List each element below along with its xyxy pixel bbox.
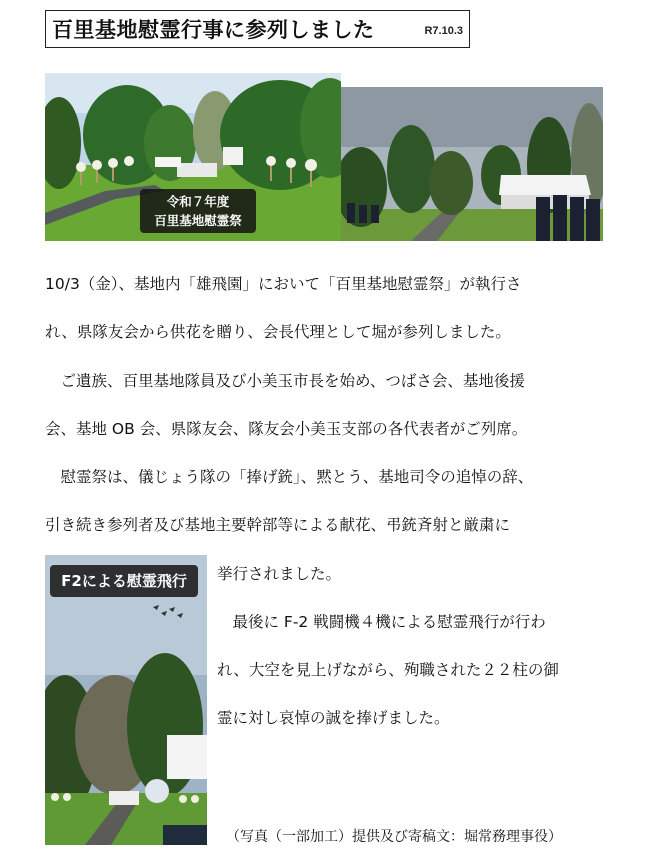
f2-flyover-image — [45, 555, 207, 845]
ceremony-formation-image — [341, 87, 603, 241]
caption-line-2: 百里基地慰霊祭 — [154, 213, 242, 228]
body-line-5: 慰霊祭は、儀じょう隊の「捧げ銃」、黙とう、基地司令の追悼の辞、 — [45, 468, 534, 486]
photo-credit: （写真（一部加工）提供及び寄稿文：堀常務理事役） — [226, 829, 562, 845]
body-line-8: 最後に F-2 戦闘機４機による慰霊飛行が行わ — [217, 613, 546, 631]
body-line-9: れ、大空を見上げながら、殉職された２２柱の御 — [217, 661, 559, 679]
f2-flyover-caption: F2による慰霊飛行 — [50, 565, 198, 597]
page-title-box — [45, 10, 470, 48]
photo-ceremony-formation — [341, 87, 603, 241]
body-line-7: 挙行されました。 — [217, 565, 342, 583]
body-line-3: ご遺族、百里基地隊員及び小美玉市長を始め、つばさ会、基地後援 — [45, 372, 525, 390]
body-line-1: 10/3（金）、基地内「雄飛園」において「百里基地慰霊祭」が執行さ — [45, 275, 522, 293]
body-line-6: 引き続き参列者及び基地主要幹部等による献花、弔銃斉射と厳粛に — [45, 516, 511, 534]
body-line-4: 会、基地 OB 会、県隊友会、隊友会小美玉支部の各代表者がご列席。 — [45, 420, 528, 438]
photo-memorial-site — [45, 73, 341, 241]
date-label: R7.10.3 — [424, 25, 463, 37]
page-title: 百里基地慰霊行事に参列しました — [52, 17, 375, 42]
photo-f2-flyover — [45, 555, 207, 845]
body-line-2: れ、県隊友会から供花を贈り、会長代理として堀が参列しました。 — [45, 323, 511, 341]
memorial-site-caption — [140, 189, 256, 233]
caption-line-1: 令和７年度 — [166, 194, 230, 209]
body-line-10: 霊に対し哀悼の誠を捧げました。 — [217, 709, 450, 727]
